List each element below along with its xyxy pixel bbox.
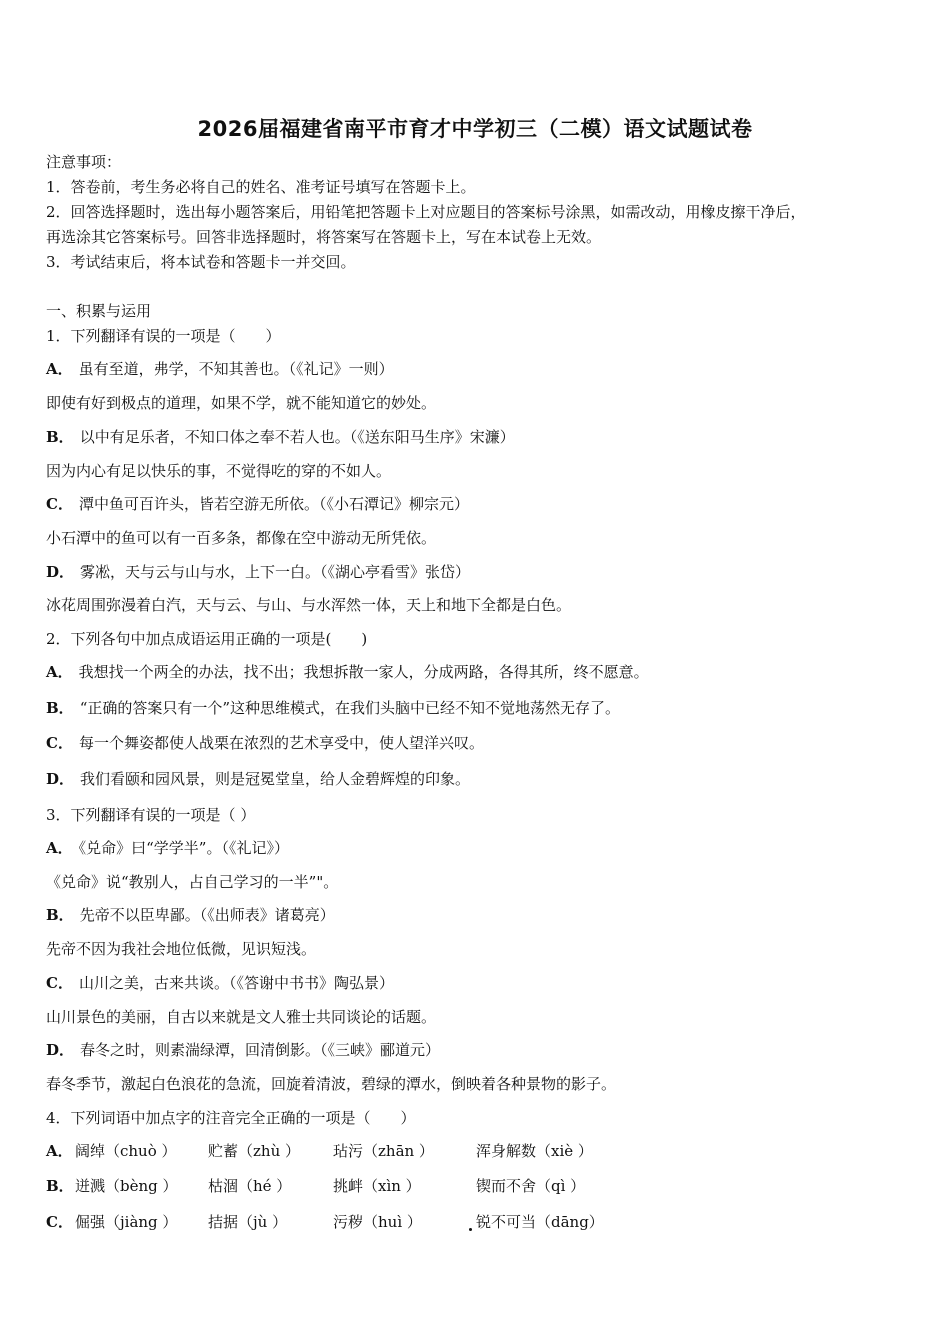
q1-option-c: [46, 494, 469, 514]
q3-option-d: [46, 1040, 440, 1060]
q3-option-c-translation: 山川景色的美丽，自古以来就是文人雅士共同谈论的话题。: [46, 1008, 437, 1026]
q3-option-b: [46, 905, 335, 925]
question-2-stem: 2．下列各句中加点成语运用正确的一项是( ): [46, 630, 368, 648]
notice-line-2b: 再选涂其它答案标号。回答非选择题时，将答案写在答题卡上，写在本试卷上无效。: [46, 228, 602, 246]
q4-c-word-1: 倔强（jiàng ）: [75, 1213, 178, 1231]
notice-line-1: 1．答卷前，考生务必将自己的姓名、准考证号填写在答题卡上。: [46, 178, 476, 196]
q4-a-word-2: 贮蓄（zhù ）: [208, 1142, 300, 1160]
option-label: D．: [46, 770, 75, 788]
q3-option-d-translation: 春冬季节，激起白色浪花的急流，回旋着清波，碧绿的潭水，倒映着各种景物的影子。: [46, 1075, 617, 1093]
option-text: 先帝不以臣卑鄙。（《出师表》诸葛亮）: [79, 906, 335, 924]
option-text: 潭中鱼可百许头，皆若空游无所依。（《小石潭记》柳宗元）: [78, 495, 469, 513]
q4-option-c-label: [46, 1212, 79, 1232]
page-title: 2026届福建省南平市育才中学初三（二模）语文试题试卷: [197, 117, 753, 141]
option-text: 春冬之时，则素湍绿潭，回清倒影。（《三峡》郦道元）: [80, 1041, 441, 1059]
q4-c-word-4: 锐不可当（dāng）: [476, 1213, 604, 1231]
q4-option-a-label: [46, 1141, 79, 1161]
q4-b-word-1: 迸溅（bèng ）: [75, 1177, 178, 1195]
q4-c-word-3: 污秽（huì ）: [333, 1213, 422, 1231]
option-text: 《兑命》曰“学学半”。（《礼记》）: [78, 839, 289, 857]
q3-option-b-translation: 先帝不因为我社会地位低微，见识短浅。: [46, 940, 317, 958]
option-label: A．: [46, 839, 73, 857]
option-label: C．: [46, 495, 73, 513]
option-text: 虽有至道，弗学，不知其善也。（《礼记》一则）: [78, 360, 394, 378]
option-label: D．: [46, 563, 75, 581]
emphasis-dot: [469, 1228, 472, 1231]
q1-option-a: [46, 359, 394, 379]
option-text: 我想找一个两全的办法，找不出；我想拆散一家人，分成两路，各得其所，终不愿意。: [78, 663, 649, 681]
section-heading: 一、积累与运用: [46, 302, 152, 320]
q1-option-b-translation: 因为内心有足以快乐的事，不觉得吃的穿的不如人。: [46, 462, 392, 480]
q4-a-word-1: 阔绰（chuò ）: [75, 1142, 177, 1160]
notice-line-3: 3．考试结束后，将本试卷和答题卡一并交回。: [46, 253, 356, 271]
option-text: “正确的答案只有一个”这种思维模式，在我们头脑中已经不知不觉地荡然无存了。: [79, 699, 621, 717]
q3-option-a-translation: 《兑命》说“教别人，占自己学习的一半”"。: [46, 873, 339, 891]
option-text: 以中有足乐者，不知口体之奉不若人也。（《送东阳马生序》宋濂）: [79, 428, 515, 446]
q1-option-c-translation: 小石潭中的鱼可以有一百多条，都像在空中游动无所凭依。: [46, 529, 437, 547]
option-label: B．: [46, 428, 74, 446]
q1-option-b: [46, 427, 515, 447]
option-label: A．: [46, 663, 73, 681]
q1-option-d-translation: 冰花周围弥漫着白汽，天与云、与山、与水浑然一体，天上和地下全都是白色。: [46, 596, 572, 614]
option-label: B．: [46, 699, 74, 717]
q4-a-word-3: 玷污（zhān ）: [333, 1142, 434, 1160]
question-3-stem: 3．下列翻译有误的一项是（ ）: [46, 806, 256, 824]
q3-option-a: [46, 838, 289, 858]
notice-line-2a: 2．回答选择题时，选出每小题答案后，用铅笔把答题卡上对应题目的答案标号涂黑，如需改动，用橡皮擦干净后，: [46, 203, 806, 221]
option-label: D．: [46, 1041, 75, 1059]
option-label: B．: [46, 906, 74, 924]
q4-c-word-2: 拮据（jù ）: [208, 1213, 288, 1231]
q4-b-word-2: 枯涸（hé ）: [208, 1177, 292, 1195]
option-label: A．: [46, 360, 73, 378]
q2-option-a: [46, 662, 649, 682]
option-text: 我们看颐和园风景，则是冠冕堂皇，给人金碧辉煌的印象。: [80, 770, 471, 788]
q2-option-c: [46, 733, 484, 753]
q1-option-a-translation: 即使有好到极点的道理，如果不学，就不能知道它的妙处。: [46, 394, 437, 412]
option-label: C．: [46, 1213, 73, 1231]
option-label: B．: [46, 1177, 74, 1195]
option-text: 雾凇，天与云与山与水，上下一白。（《湖心亭看雪》张岱）: [80, 563, 471, 581]
question-4-stem: 4．下列词语中加点字的注音完全正确的一项是（ ）: [46, 1109, 416, 1127]
option-label: C．: [46, 974, 73, 992]
q4-b-word-4: 锲而不舍（qì ）: [476, 1177, 586, 1195]
question-1-stem: 1．下列翻译有误的一项是（ ）: [46, 327, 281, 345]
q2-option-d: [46, 769, 470, 789]
option-label: C．: [46, 734, 73, 752]
notice-heading: 注意事项：: [46, 153, 122, 171]
q4-b-word-3: 挑衅（xìn ）: [333, 1177, 421, 1195]
q4-a-word-4: 浑身解数（xiè ）: [476, 1142, 593, 1160]
q1-option-d: [46, 562, 470, 582]
option-label: A．: [46, 1142, 73, 1160]
q3-option-c: [46, 973, 394, 993]
q2-option-b: [46, 698, 620, 718]
option-text: 每一个舞姿都使人战栗在浓烈的艺术享受中，使人望洋兴叹。: [78, 734, 484, 752]
option-text: 山川之美，古来共谈。（《答谢中书书》陶弘景）: [78, 974, 394, 992]
